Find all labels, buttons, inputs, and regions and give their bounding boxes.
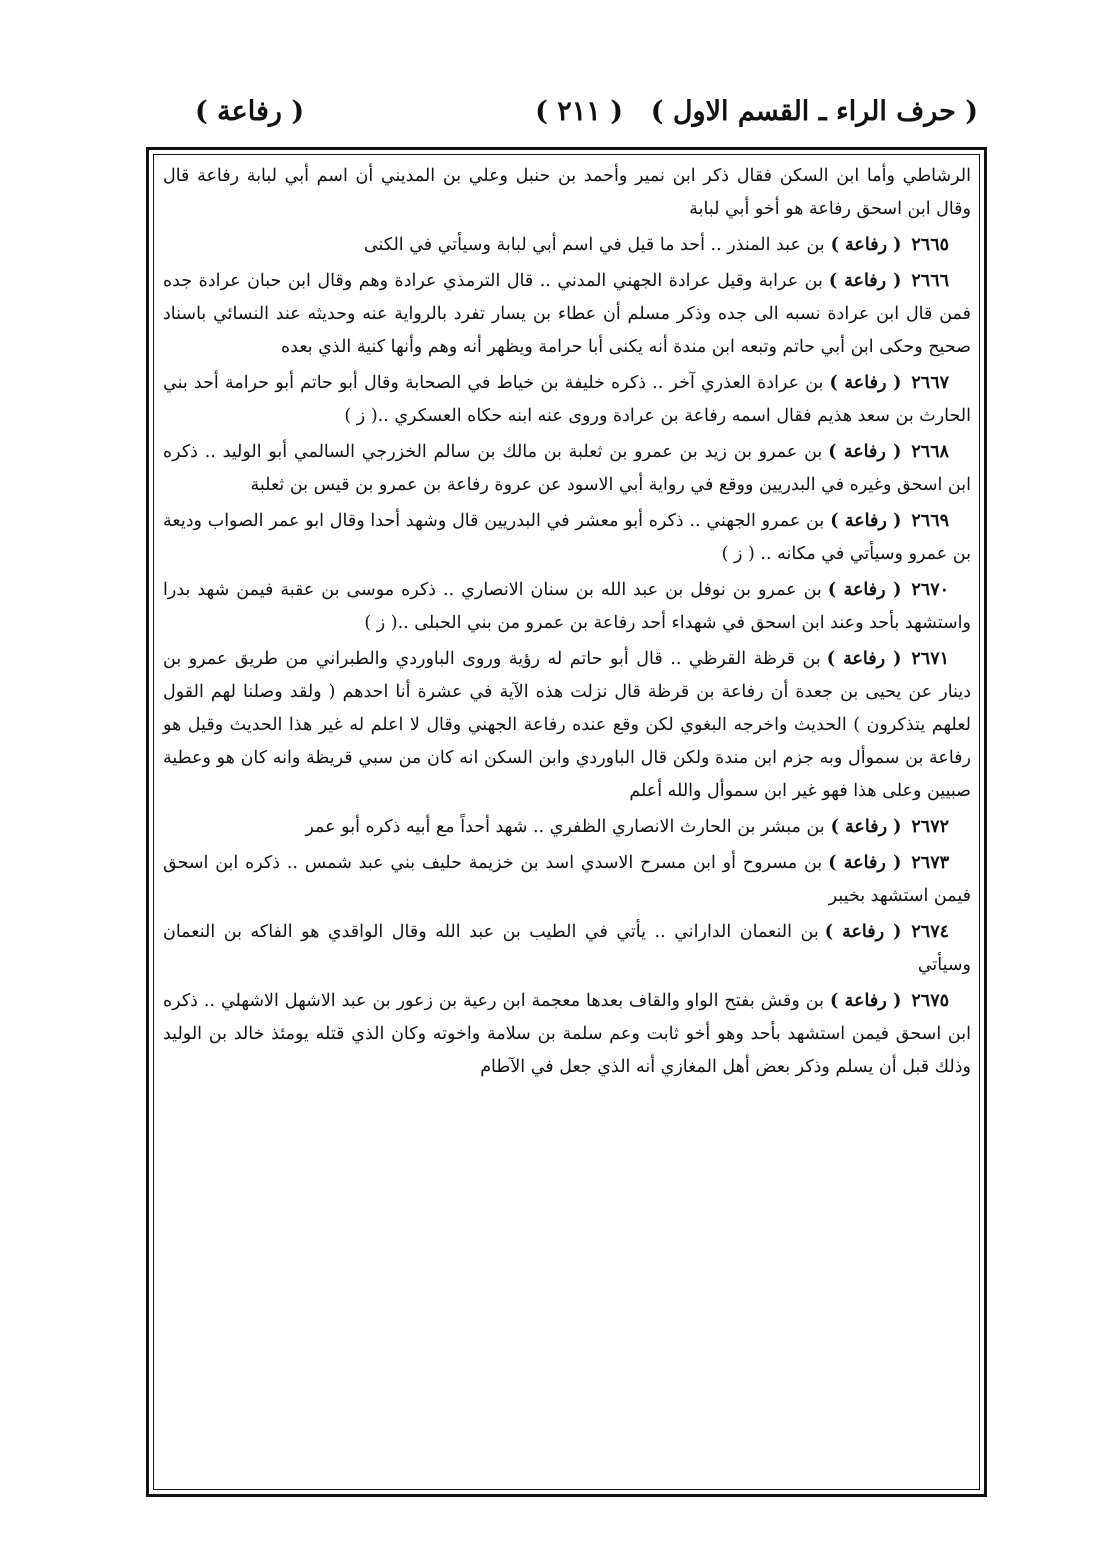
page-header (195, 96, 978, 142)
entry-name: ( رفاعة ) (828, 271, 902, 291)
entry-text: بن النعمان الداراني .. يأتي في الطيب بن عبد الله وقال الواقدي هو الفاكه بن النعمان وسيأتي (163, 922, 971, 975)
entry-2675 (163, 985, 971, 1084)
running-entry-title: ( رفاعة ) (195, 96, 305, 127)
entry-text: بن عمرو بن نوفل بن عبد الله بن سنان الانصاري .. ذكره موسى بن عقبة فيمن شهد بدرا واستشهد بأحد وعند ابن اسحق في شهداء أحد رفاعة بن عمرو من بني الحبلى ..( ز ) (163, 580, 971, 633)
entry-name: ( رفاعة ) (830, 235, 902, 255)
section-title: ( حرف الراء ـ القسم الاول ) (650, 96, 978, 127)
entry-number: ٢٦٦٩ (911, 511, 950, 531)
entry-name: ( رفاعة ) (827, 580, 902, 600)
entry-number: ٢٦٧٥ (911, 991, 950, 1011)
entry-text: بن مسروح أو ابن مسرح الاسدي اسد بن خزيمة حليف بني عبد شمس .. ذكره ابن اسحق فيمن استشهد بخيبر (163, 853, 971, 906)
entry-name: ( رفاعة ) (829, 373, 902, 393)
entry-text: بن عمرو بن زيد بن عمرو بن ثعلبة بن مالك بن سالم الخزرجي السالمي أبو الوليد .. ذكره ابن اسحق وغيره في البدريين ووقع في رواية أبي الاسود عن عروة رفاعة بن عمرو بن قيس بن ثعلبة (163, 442, 971, 495)
entry-number: ٢٦٧٢ (911, 817, 949, 837)
entry-number: ٢٦٧٤ (911, 922, 949, 942)
entry-2668 (163, 436, 971, 502)
entry-number: ٢٦٦٥ (911, 235, 949, 255)
entry-text: بن عرابة وقيل عرادة الجهني المدني .. قال الترمذي عرادة وهم وقال ابن حبان عرادة جده فمن قال ابن عرادة نسبه الى جده وذكر مسلم أن عطاء بن يسار تفرد بالرواية عنه وحديثه عند النسائي باسناد صحيح وحكى ابن أبي حاتم وتبعه ابن مندة أنه يكنى أبا حرامة ويظهر أنه وهم وأنها كنية الذي بعده (163, 271, 971, 357)
entry-2674 (163, 916, 971, 982)
entry-number: ٢٦٧١ (911, 649, 950, 669)
entry-number: ٢٦٦٦ (911, 271, 950, 291)
entry-text: الرشاطي وأما ابن السكن فقال ذكر ابن نمير وأحمد بن حنبل وعلي بن المديني أن اسم أبي لبابة رفاعة قال وقال ابن اسحق رفاعة هو أخو أبي لبابة (163, 166, 971, 219)
entry-text: بن قرظة القرظي .. قال أبو حاتم له رؤية وروى الباوردي والطبراني من طريق عمرو بن دينار عن يحيى بن جعدة أن رفاعة بن قرظة قال نزلت هذه الآية في عشرة أنا احدهم ( ولقد وصلنا لهم القول لعلهم يتذكرون ) الحديث واخرجه البغوي لكن وقع عنده رفاعة الجهني وقال لا اعلم له غير هذا الحديث وقيل هو رفاعة بن سموأل وبه جزم ابن مندة ولكن قال الباوردي وابن السكن انه كان من سبي قريظة وانه كان هو وعطية صبيين وعلى هذا فهو غير ابن سموأل والله أعلم (163, 649, 971, 801)
entry-text: بن مبشر بن الحارث الانصاري الظفري .. شهد أحداً مع أبيه ذكره أبو عمر (305, 817, 825, 837)
entry-2666 (163, 265, 971, 364)
entry-name: ( رفاعة ) (828, 442, 902, 462)
entry-number: ٢٦٦٧ (911, 373, 949, 393)
entry-text: بن عبد المنذر .. أحد ما قيل في اسم أبي لبابة وسيأتي في الكنى (363, 235, 825, 255)
entry-text: بن عمرو الجهني .. ذكره أبو معشر في البدريين قال وشهد أحدا وقال ابو عمر الصواب وديعة بن عمرو وسيأتي في مكانه .. ( ز ) (163, 511, 971, 564)
entry-text: بن وقش بفتح الواو والقاف بعدها معجمة ابن رعية بن زعور بن عبد الاشهل الاشهلي .. ذكره ابن اسحق فيمن استشهد بأحد وهو أخو ثابت وعم سلمة بن سلامة واخوته وكان الذي قتله يومئذ خالد بن الوليد وذلك قبل أن يسلم وذكر بعض أهل المغازي أنه الذي جعل في الآطام (163, 991, 971, 1077)
entry-2670 (163, 574, 971, 640)
entry-name: ( رفاعة ) (829, 991, 902, 1011)
entry-name: ( رفاعة ) (830, 817, 902, 837)
entry-2665 (163, 229, 971, 262)
entry-name: ( رفاعة ) (828, 853, 902, 873)
entry-continuation (163, 160, 971, 226)
entry-name: ( رفاعة ) (826, 649, 902, 669)
entry-2671 (163, 643, 971, 808)
entry-name: ( رفاعة ) (824, 922, 902, 942)
entry-number: ٢٦٦٨ (911, 442, 949, 462)
entry-2667 (163, 367, 971, 433)
entry-2669 (163, 505, 971, 571)
entry-number: ٢٦٧٣ (911, 853, 949, 873)
page-number: ( ٢١١ ) (535, 96, 623, 127)
entry-number: ٢٦٧٠ (911, 580, 949, 600)
entry-2673 (163, 847, 971, 913)
entry-2672 (163, 811, 971, 844)
entry-name: ( رفاعة ) (830, 511, 902, 531)
page-body (163, 160, 971, 1084)
entry-text: بن عرادة العذري آخر .. ذكره خليفة بن خياط في الصحابة وقال أبو حاتم أبو حرامة أحد بني الحارث بن سعد هذيم فقال اسمه رفاعة بن عرادة وروى عنه ابنه حكاه العسكري ..( ز ) (163, 373, 971, 426)
